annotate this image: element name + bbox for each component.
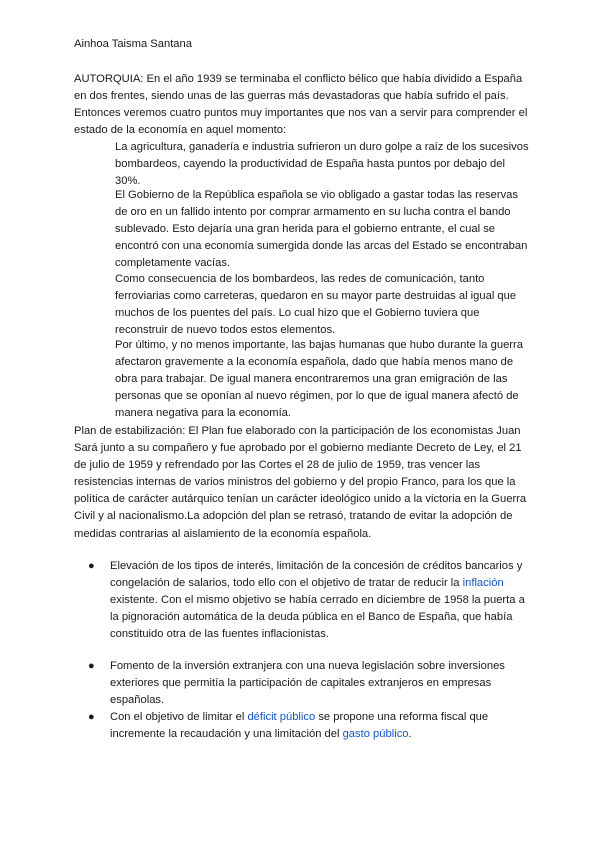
author-name: Ainhoa Taisma Santana (74, 38, 192, 50)
bullet-dot-icon: ● (88, 560, 95, 572)
autorquia-intro (74, 71, 528, 139)
autorquia-label: AUTORQUIA: (74, 73, 144, 85)
bullet-3-text-a: Con el objetivo de limitar el (110, 711, 248, 723)
bullet-dot-icon: ● (88, 660, 95, 672)
list-item (86, 558, 532, 643)
autorquia-point-2: El Gobierno de la República española se vio obligado a gastar todas las reservas de oro en un fallido intento por comprar armamento en su lucha contra el bando sublevado. Esto dejaría una gran herida para el gobierno entrante, el cual se encontró con una economía sumergida donde las arcas del Estado se encontraban completamente vacías. (115, 189, 528, 270)
autorquia-point-1: La agricultura, ganadería e industria sufrieron un duro golpe a raíz de los sucesivos bombardeos, cayendo la productividad de España hasta puntos por debajo del 30%. (115, 141, 529, 188)
deficit-publico-link[interactable]: déficit público (247, 711, 316, 723)
bullet-3-text-b: se propone una reforma fiscal que incremente la recaudación y una limitación del (110, 711, 489, 741)
plan-bullet-list-3 (86, 709, 532, 743)
bullet-3-text-c: . (408, 728, 412, 741)
plan-bullet-list-2 (86, 658, 532, 709)
bullet-2-text: Fomento de la inversión extranjera con una nueva legislación sobre inversiones exteriores que permitía la participación de capitales extranjeros en empresas españolas. (110, 660, 505, 707)
inflacion-link[interactable]: inflación (462, 577, 504, 590)
bullet-1-text-a: Elevación de los tipos de interés, limitación de la concesión de créditos bancarios y congelación de salarios, todo ello con el objetivo de tratar de reducir la (110, 560, 523, 590)
bullet-1-text-b: existente. Con el mismo objetivo se había cerrado en diciembre de 1958 la puerta a la pignoración automática de la deuda pública en el Banco de España, que había constituido otra de las fuentes inflacionistas. (110, 594, 525, 641)
list-item (86, 709, 532, 743)
autorquia-point-4: Por último, y no menos importante, las bajas humanas que hubo durante la guerra afectaron gravemente a la economía española, dado que había menos mano de obra para trabajar. De igual manera encontraremos una gran emigración de las personas que se oponían al nuevo régimen, por lo que de igual manera afectó de manera negativa para la economía. (115, 339, 523, 420)
list-item (86, 658, 532, 709)
gasto-publico-link[interactable]: gasto público (342, 728, 409, 741)
autorquia-point-3: Como consecuencia de los bombardeos, las redes de comunicación, tanto ferroviarias como carreteras, quedaron en su mayor parte destruidas al igual que muchos de los puentes del país. Lo cual hizo que el Gobierno tuviera que reconstruir de nuevo todos estos elementos. (115, 273, 517, 337)
autorquia-intro-text: En el año 1939 se terminaba el conflicto bélico que había dividido a España en dos frentes, siendo unas de las guerras más devastadoras que había sufrido el país. Entonces veremos cuatro puntos muy importantes que nos van a servir para comprender el estado de la economía en aquel momento: (74, 73, 528, 137)
plan-paragraph: Plan de estabilización: El Plan fue elaborado con la participación de los economistas Juan Sará junto a su compañero y fue aprobado por el gobierno mediante Decreto de Ley, el 21 de julio de 1959 y refrendado por las Cortes el 28 de julio de 1959, tras vencer las resistencias internas de varios ministros del gobierno y del propio Franco, para los que la política de carácter autárquico tenían un carácter ideológico unido a la victoria en la Guerra Civil y al nacionalismo.La adopción del plan se retrasó, tratando de evitar la adopción de medidas contrarias al aislamiento de la economía española. (74, 425, 527, 540)
plan-bullet-list-1 (86, 558, 532, 643)
bullet-dot-icon: ● (88, 711, 95, 723)
